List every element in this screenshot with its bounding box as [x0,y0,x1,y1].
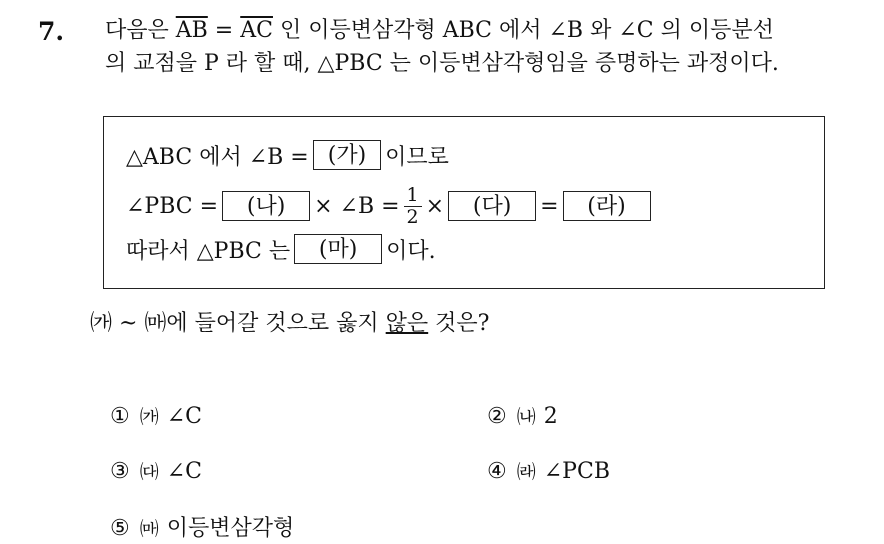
prompt-post: 것은? [428,311,490,336]
proof-line1-pre: △ABC 에서 ∠B = [126,144,309,170]
question-prompt [90,306,489,337]
blank-ma: (마) [294,234,382,264]
choice-5-mark: ⑤ [110,516,130,541]
choice-5-tag: ㈒ [139,518,159,540]
proof-line-3 [126,229,436,269]
choice-3-tag: ㈐ [139,461,159,483]
proof-line3-post: 이다. [386,238,436,264]
proof-line2-pre: ∠PBC = [126,193,219,219]
proof-line-1 [126,135,449,175]
choice-2-text: 2 [543,404,558,429]
proof-line3-pre: 따라서 △PBC 는 [126,238,291,264]
prompt-pre: ㈎ ~ ㈒에 들어갈 것으로 옳지 [90,311,386,336]
stem-line1-post: 인 이등변삼각형 ABC 에서 ∠B 와 ∠C 의 이등분선 [272,18,774,43]
choice-3-text: ∠C [166,459,203,484]
choice-1-text: ∠C [166,404,203,429]
choice-2-tag: ㈏ [516,406,536,428]
choice-4-tag: ㈑ [516,461,536,483]
stem-line-2: 의 교점을 P 라 할 때, △PBC 는 이등변삼각형임을 증명하는 과정이다. [105,51,779,76]
choice-4-mark: ④ [487,459,507,484]
choice-3[interactable] [110,457,202,484]
choice-5[interactable] [110,511,294,542]
choice-4[interactable] [487,457,610,484]
fraction-denominator: 2 [406,205,419,228]
fraction-one-half [404,185,422,228]
blank-ga: (가) [313,140,381,170]
blank-na: (나) [222,191,310,221]
equals-sign-2: = [540,193,559,219]
choice-1-tag: ㈎ [139,406,159,428]
choice-2[interactable] [487,402,558,429]
stem-line-1 [105,14,875,47]
stem-line1-pre: 다음은 [105,18,176,43]
blank-da: (다) [448,191,536,221]
prompt-underlined: 않은 [385,311,429,336]
fraction-numerator: 1 [404,185,422,207]
equals-sign: = [207,18,241,43]
proof-line1-post: 이므로 [385,144,449,170]
question-stem [105,14,875,80]
proof-line2-mid: × ∠B = [314,193,400,219]
choice-5-text: 이등변삼각형 [166,516,295,541]
choice-1[interactable] [110,402,202,429]
proof-line-2 [126,183,655,228]
times-sign: × [425,193,445,219]
segment-ab: $\overline{AB}$ [175,18,208,43]
question-number: 7. [38,17,65,46]
choice-3-mark: ③ [110,459,130,484]
choice-1-mark: ① [110,404,130,429]
proof-box [103,116,825,289]
segment-ac: $\overline{AC}$ [240,18,273,43]
choice-4-text: ∠PCB [543,459,610,484]
choice-2-mark: ② [487,404,507,429]
blank-ra: (라) [563,191,651,221]
